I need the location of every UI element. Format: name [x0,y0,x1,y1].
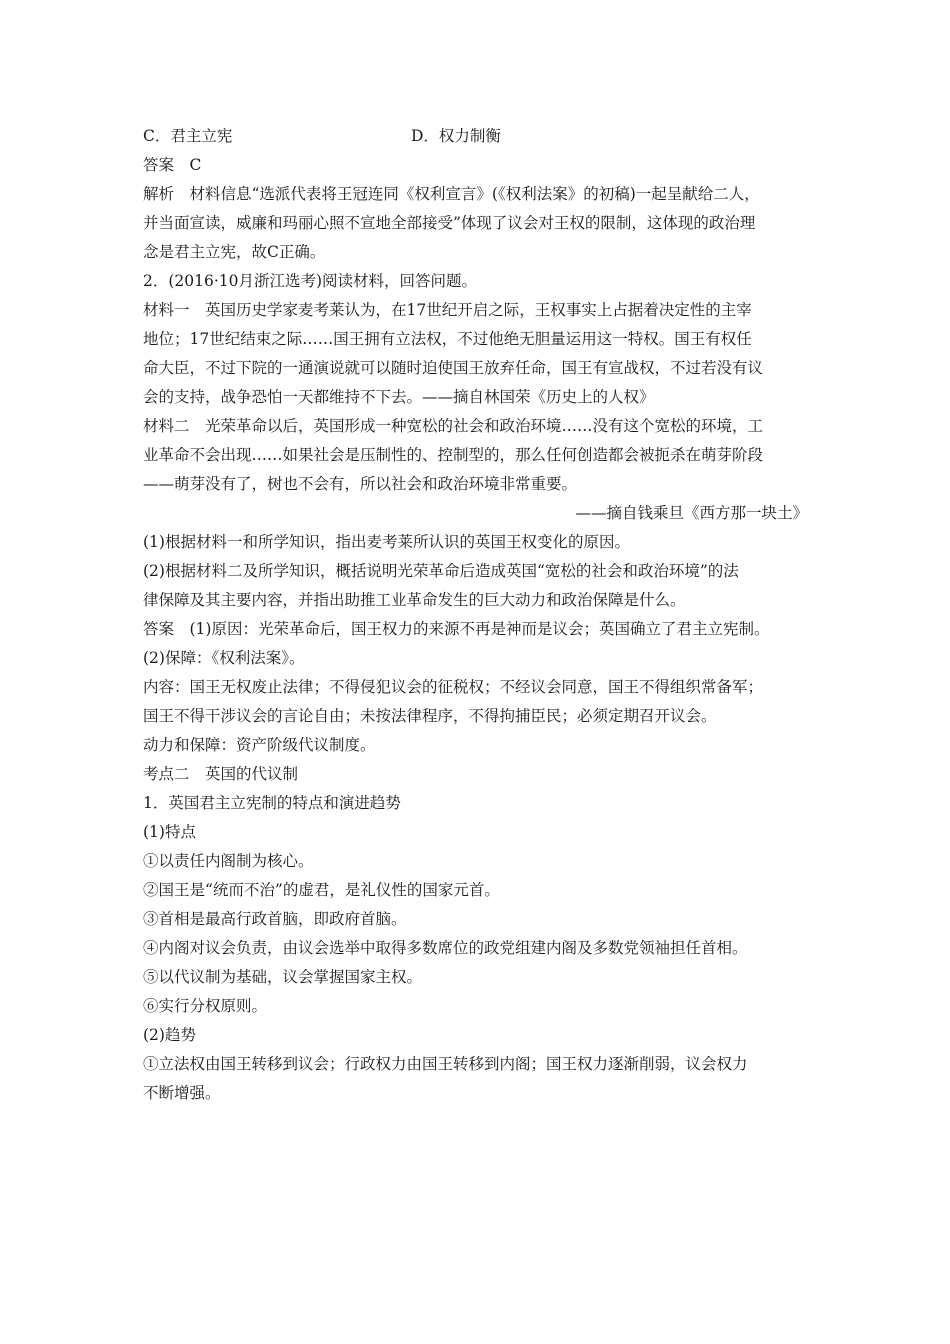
features-heading: (1)特点 [143,823,196,841]
analysis-line: 念是君主立宪，故C正确。 [143,243,326,261]
trend-list [143,1050,808,1108]
material-2-line: ——萌芽没有了，树也不会有，所以社会和政治环境非常重要。 [143,475,578,493]
answer-2-line: 内容：国王无权废止法律；不得侵犯议会的征税权；不经议会同意，国王不得组织常备军； [143,678,764,696]
material-2-line: 业革命不会出现……如果社会是压制性的、控制型的，那么任何创造都会被扼杀在萌芽阶段 [143,446,764,464]
material-2-line: 材料二 光荣革命以后，英国形成一种宽松的社会和政治环境……没有这个宽松的环境，工 [143,417,764,435]
document-body [143,122,808,1108]
analysis-block [143,180,808,267]
option-c: C．君主立宪 [143,127,233,145]
features-list [143,847,808,1021]
sub-question-1: (1)根据材料一和所学知识，指出麦考莱所认识的英国王权变化的原因。 [143,533,630,551]
material-2 [143,412,808,528]
answer-1: 答案 C [143,156,202,174]
analysis-line: 解析 材料信息“选派代表将王冠连同《权利宣言》(《权利法案》的初稿)一起呈献给二人， [143,185,760,203]
material-1-line: 地位；17世纪结束之际……国王拥有立法权，不过他绝无胆量运用这一特权。国王有权任 [143,330,752,348]
feature-item: ⑤以代议制为基础，议会掌握国家主权。 [143,968,423,986]
option-d: D．权力制衡 [411,127,501,145]
sub-question-2 [143,557,808,615]
feature-item: ①以责任内阁制为核心。 [143,852,314,870]
material-2-source: ——摘自钱乘旦《西方那一块土》 [575,504,808,522]
material-1-line: 命大臣，不过下院的一通演说就可以随时迫使国王放弃任命，国王有宣战权，不过若没有议 [143,359,764,377]
material-1-line: 材料一 英国历史学家麦考莱认为，在17世纪开启之际，王权事实上占据着决定性的主宰 [143,301,752,319]
feature-item: ③首相是最高行政首脑，即政府首脑。 [143,910,407,928]
question-2: 2．(2016·10月浙江选考)阅读材料，回答问题。 [143,272,478,290]
sub-question-2-line: 律保障及其主要内容，并指出助推工业革命发生的巨大动力和政治保障是什么。 [143,591,686,609]
answer-2-line: 答案 (1)原因：光荣革命后，国王权力的来源不再是神而是议会；英国确立了君主立宪制。 [143,620,770,638]
section-title: 考点二 英国的代议制 [143,765,299,783]
sub-question-2-line: (2)根据材料二及所学知识，概括说明光荣革命后造成英国“宽松的社会和政治环境”的法 [143,562,739,580]
options-row [143,122,808,151]
feature-item: ⑥实行分权原则。 [143,997,268,1015]
trend-heading: (2)趋势 [143,1026,196,1044]
answer-2-line: (2)保障：《权利法案》。 [143,649,305,667]
topic-1-heading: 1．英国君主立宪制的特点和演进趋势 [143,794,401,812]
answer-2 [143,615,808,760]
feature-item: ②国王是“统而不治”的虚君，是礼仪性的国家元首。 [143,881,500,899]
feature-item: ④内阁对议会负责，由议会选举中取得多数席位的政党组建内阁及多数党领袖担任首相。 [143,939,748,957]
material-1-line: 会的支持，战争恐怕一天都维持不下去。——摘自林国荣《历史上的人权》 [143,388,655,406]
material-1 [143,296,808,412]
answer-2-line: 国王不得干涉议会的言论自由；未按法律程序，不得拘捕臣民；必须定期召开议会。 [143,707,717,725]
trend-item: ①立法权由国王转移到议会；行政权力由国王转移到内阁；国王权力逐渐削弱，议会权力 [143,1055,748,1073]
answer-2-line: 动力和保障：资产阶级代议制度。 [143,736,376,754]
trend-item: 不断增强。 [143,1084,221,1102]
analysis-line: 并当面宣读，威廉和玛丽心照不宣地全部接受”体现了议会对王权的限制，这体现的政治理 [143,214,756,232]
